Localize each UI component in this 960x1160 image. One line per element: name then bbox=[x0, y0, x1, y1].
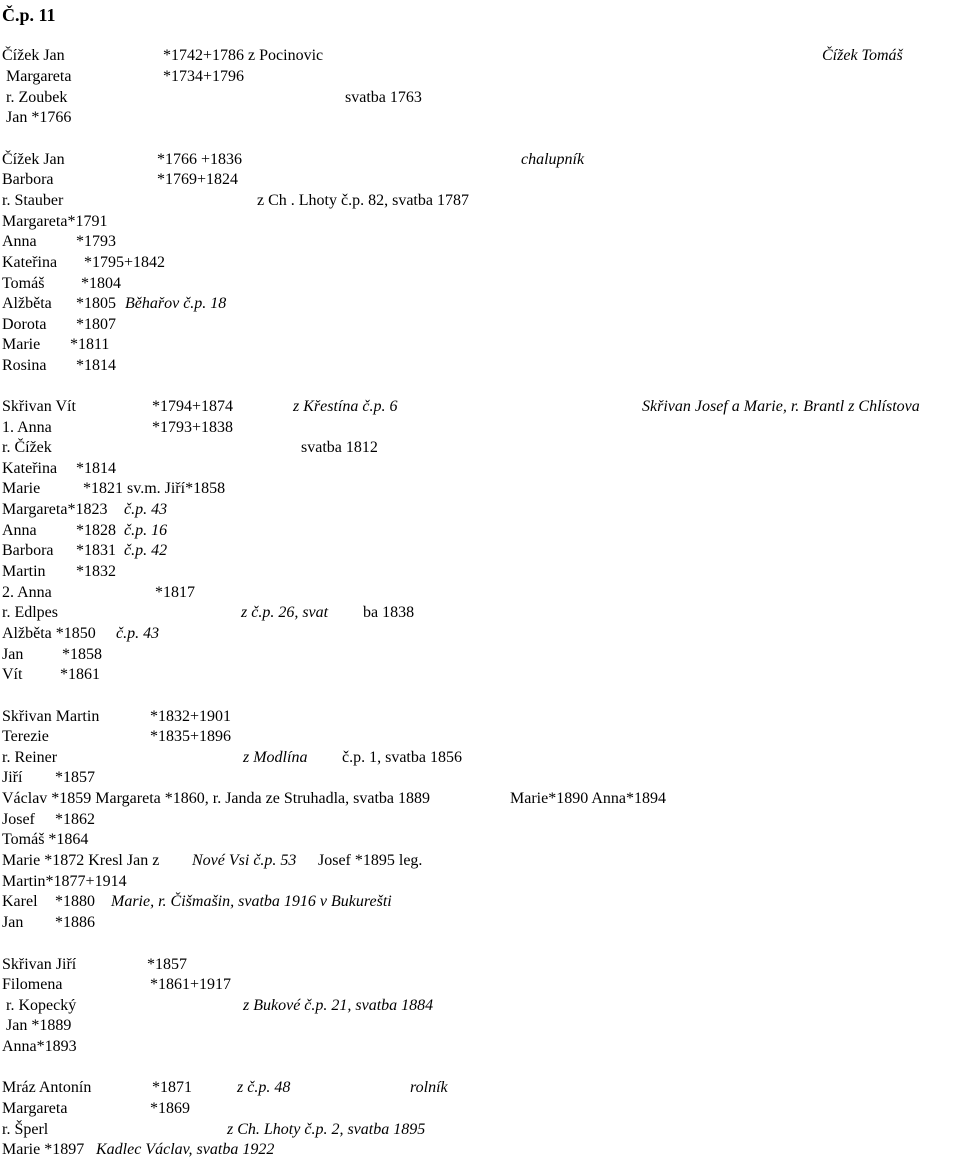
child-dates: *1795+1842 bbox=[84, 254, 166, 271]
child-note: Marie*1890 Anna*1894 bbox=[510, 790, 666, 807]
origin-note: z Křestína č.p. 6 bbox=[293, 398, 398, 415]
child-note: č.p. 43 bbox=[116, 625, 160, 642]
child-dates: *1811 bbox=[70, 336, 110, 353]
person-name: Mráz Antonín bbox=[2, 1079, 92, 1096]
person-name: Skřivan Martin bbox=[2, 708, 100, 725]
person-name: Čížek Jan bbox=[2, 151, 65, 168]
life-dates: *1835+1896 bbox=[150, 728, 232, 745]
child-name: Alžběta bbox=[2, 295, 52, 312]
child-name: Rosina bbox=[2, 357, 47, 374]
child-dates: *1804 bbox=[81, 275, 121, 292]
marriage-note: z Ch . Lhoty č.p. 82, svatba 1787 bbox=[257, 192, 469, 209]
child-entry: Marie *1872 Kresl Jan z bbox=[2, 852, 160, 869]
child-dates: *1858 bbox=[62, 646, 102, 663]
marriage-note: svatba 1763 bbox=[345, 89, 422, 106]
child-entry: Václav *1859 Margareta *1860, r. Janda ze Struhadla, svatba 1889 bbox=[2, 790, 431, 807]
person-name: Terezie bbox=[2, 728, 49, 745]
child-entry: Margareta*1791 bbox=[2, 213, 108, 230]
child-note: Kadlec Václav, svatba 1922 bbox=[96, 1141, 275, 1158]
child-entry: Marie *1897 bbox=[2, 1141, 85, 1158]
child-dates: *1832 bbox=[76, 563, 116, 580]
person-name: Margareta bbox=[6, 68, 72, 85]
person-name: 2. Anna bbox=[2, 584, 52, 601]
child-dates: *1828 bbox=[76, 522, 116, 539]
parents-note: Skřivan Josef a Marie, r. Brantl z Chlístova bbox=[642, 398, 920, 415]
child-dates: *1814 bbox=[76, 460, 116, 477]
child-dates: *1861 bbox=[60, 666, 100, 683]
child-name: Martin bbox=[2, 563, 46, 580]
person-name: 1. Anna bbox=[2, 419, 52, 436]
life-dates: *1832+1901 bbox=[150, 708, 232, 725]
child-dates: *1814 bbox=[76, 357, 116, 374]
person-name: Skřivan Jiří bbox=[2, 956, 77, 973]
maiden-name: r. Kopecký bbox=[6, 997, 77, 1014]
marriage-note: z Bukové č.p. 21, svatba 1884 bbox=[243, 997, 434, 1014]
child-entry: Martin*1877+1914 bbox=[2, 873, 127, 890]
life-dates: *1857 bbox=[147, 956, 187, 973]
origin-note: z č.p. 48 bbox=[237, 1079, 291, 1096]
child-name: Tomáš bbox=[2, 275, 45, 292]
marriage-note: z Ch. Lhoty č.p. 2, svatba 1895 bbox=[227, 1121, 426, 1138]
child-name: Jan bbox=[2, 646, 24, 663]
child-note: Nové Vsi č.p. 53 bbox=[192, 852, 297, 869]
life-dates: *1794+1874 bbox=[152, 398, 234, 415]
child-note: č.p. 43 bbox=[124, 501, 168, 518]
person-name: Skřivan Vít bbox=[2, 398, 76, 415]
child-entry: Alžběta *1850 bbox=[2, 625, 96, 642]
life-dates: *1869 bbox=[150, 1100, 190, 1117]
maiden-name: r. Edlpes bbox=[2, 604, 58, 621]
life-dates: *1817 bbox=[155, 584, 195, 601]
marriage-note: č.p. 1, svatba 1856 bbox=[342, 749, 462, 766]
child-name: Kateřina bbox=[2, 460, 58, 477]
occupation: rolník bbox=[410, 1079, 448, 1096]
page-title: Č.p. 11 bbox=[2, 5, 56, 25]
child-dates: *1831 bbox=[76, 542, 116, 559]
child-dates: *1886 bbox=[55, 914, 95, 931]
child-entry: Anna*1893 bbox=[2, 1038, 77, 1055]
child-dates: *1857 bbox=[55, 769, 95, 786]
child-name: Dorota bbox=[2, 316, 47, 333]
child-name: Kateřina bbox=[2, 254, 58, 271]
child-note: č.p. 16 bbox=[124, 522, 168, 539]
life-dates: *1861+1917 bbox=[150, 976, 232, 993]
child-name: Karel bbox=[2, 893, 38, 910]
occupation: chalupník bbox=[521, 151, 585, 168]
child-dates: *1880 bbox=[55, 893, 95, 910]
marriage-note-tail: ba 1838 bbox=[363, 604, 415, 621]
marriage-note: z č.p. 26, svat bbox=[241, 604, 329, 621]
child-note: č.p. 42 bbox=[124, 542, 168, 559]
life-dates: *1742+1786 z Pocinovic bbox=[163, 47, 324, 64]
marriage-note: svatba 1812 bbox=[301, 439, 378, 456]
maiden-name: r. Stauber bbox=[2, 192, 64, 209]
child-name: Josef bbox=[2, 811, 35, 828]
child-name: Anna bbox=[2, 522, 37, 539]
life-dates: *1871 bbox=[152, 1079, 192, 1096]
person-name: Čížek Jan bbox=[2, 47, 65, 64]
person-name: Margareta bbox=[2, 1100, 68, 1117]
maiden-name: r. Reiner bbox=[2, 749, 58, 766]
child-name: Barbora bbox=[2, 542, 54, 559]
maiden-name: r. Zoubek bbox=[6, 89, 68, 106]
person-name: Barbora bbox=[2, 171, 54, 188]
child-name: Vít bbox=[2, 666, 23, 683]
child-note: Běhařov č.p. 18 bbox=[125, 295, 227, 312]
child-name: Marie bbox=[2, 480, 41, 497]
life-dates: *1766 +1836 bbox=[157, 151, 243, 168]
child-name: Jan bbox=[2, 914, 24, 931]
child-entry: Margareta*1823 bbox=[2, 501, 108, 518]
life-dates: *1793+1838 bbox=[152, 419, 234, 436]
child-dates: *1862 bbox=[55, 811, 95, 828]
child-dates: *1805 bbox=[76, 295, 116, 312]
child-dates: *1807 bbox=[76, 316, 116, 333]
child-entry: Jan *1889 bbox=[6, 1017, 72, 1034]
child-entry: Tomáš *1864 bbox=[2, 831, 89, 848]
child-note: Marie, r. Čišmašin, svatba 1916 v Bukurešti bbox=[111, 893, 392, 910]
child-name: Jiří bbox=[2, 769, 23, 786]
child-name: Anna bbox=[2, 233, 37, 250]
child-name: Marie bbox=[2, 336, 41, 353]
maiden-name: r. Šperl bbox=[2, 1121, 49, 1138]
person-name: Filomena bbox=[2, 976, 63, 993]
child-dates: *1793 bbox=[76, 233, 116, 250]
child-note-tail: Josef *1895 leg. bbox=[318, 852, 423, 869]
life-dates: *1769+1824 bbox=[157, 171, 239, 188]
origin-note: z Modlína bbox=[243, 749, 308, 766]
child-dates: *1821 sv.m. Jiří*1858 bbox=[83, 480, 226, 497]
life-dates: *1734+1796 bbox=[163, 68, 245, 85]
note: Čížek Tomáš bbox=[822, 47, 903, 64]
child-entry: Jan *1766 bbox=[6, 109, 72, 126]
maiden-name: r. Čížek bbox=[2, 439, 52, 456]
